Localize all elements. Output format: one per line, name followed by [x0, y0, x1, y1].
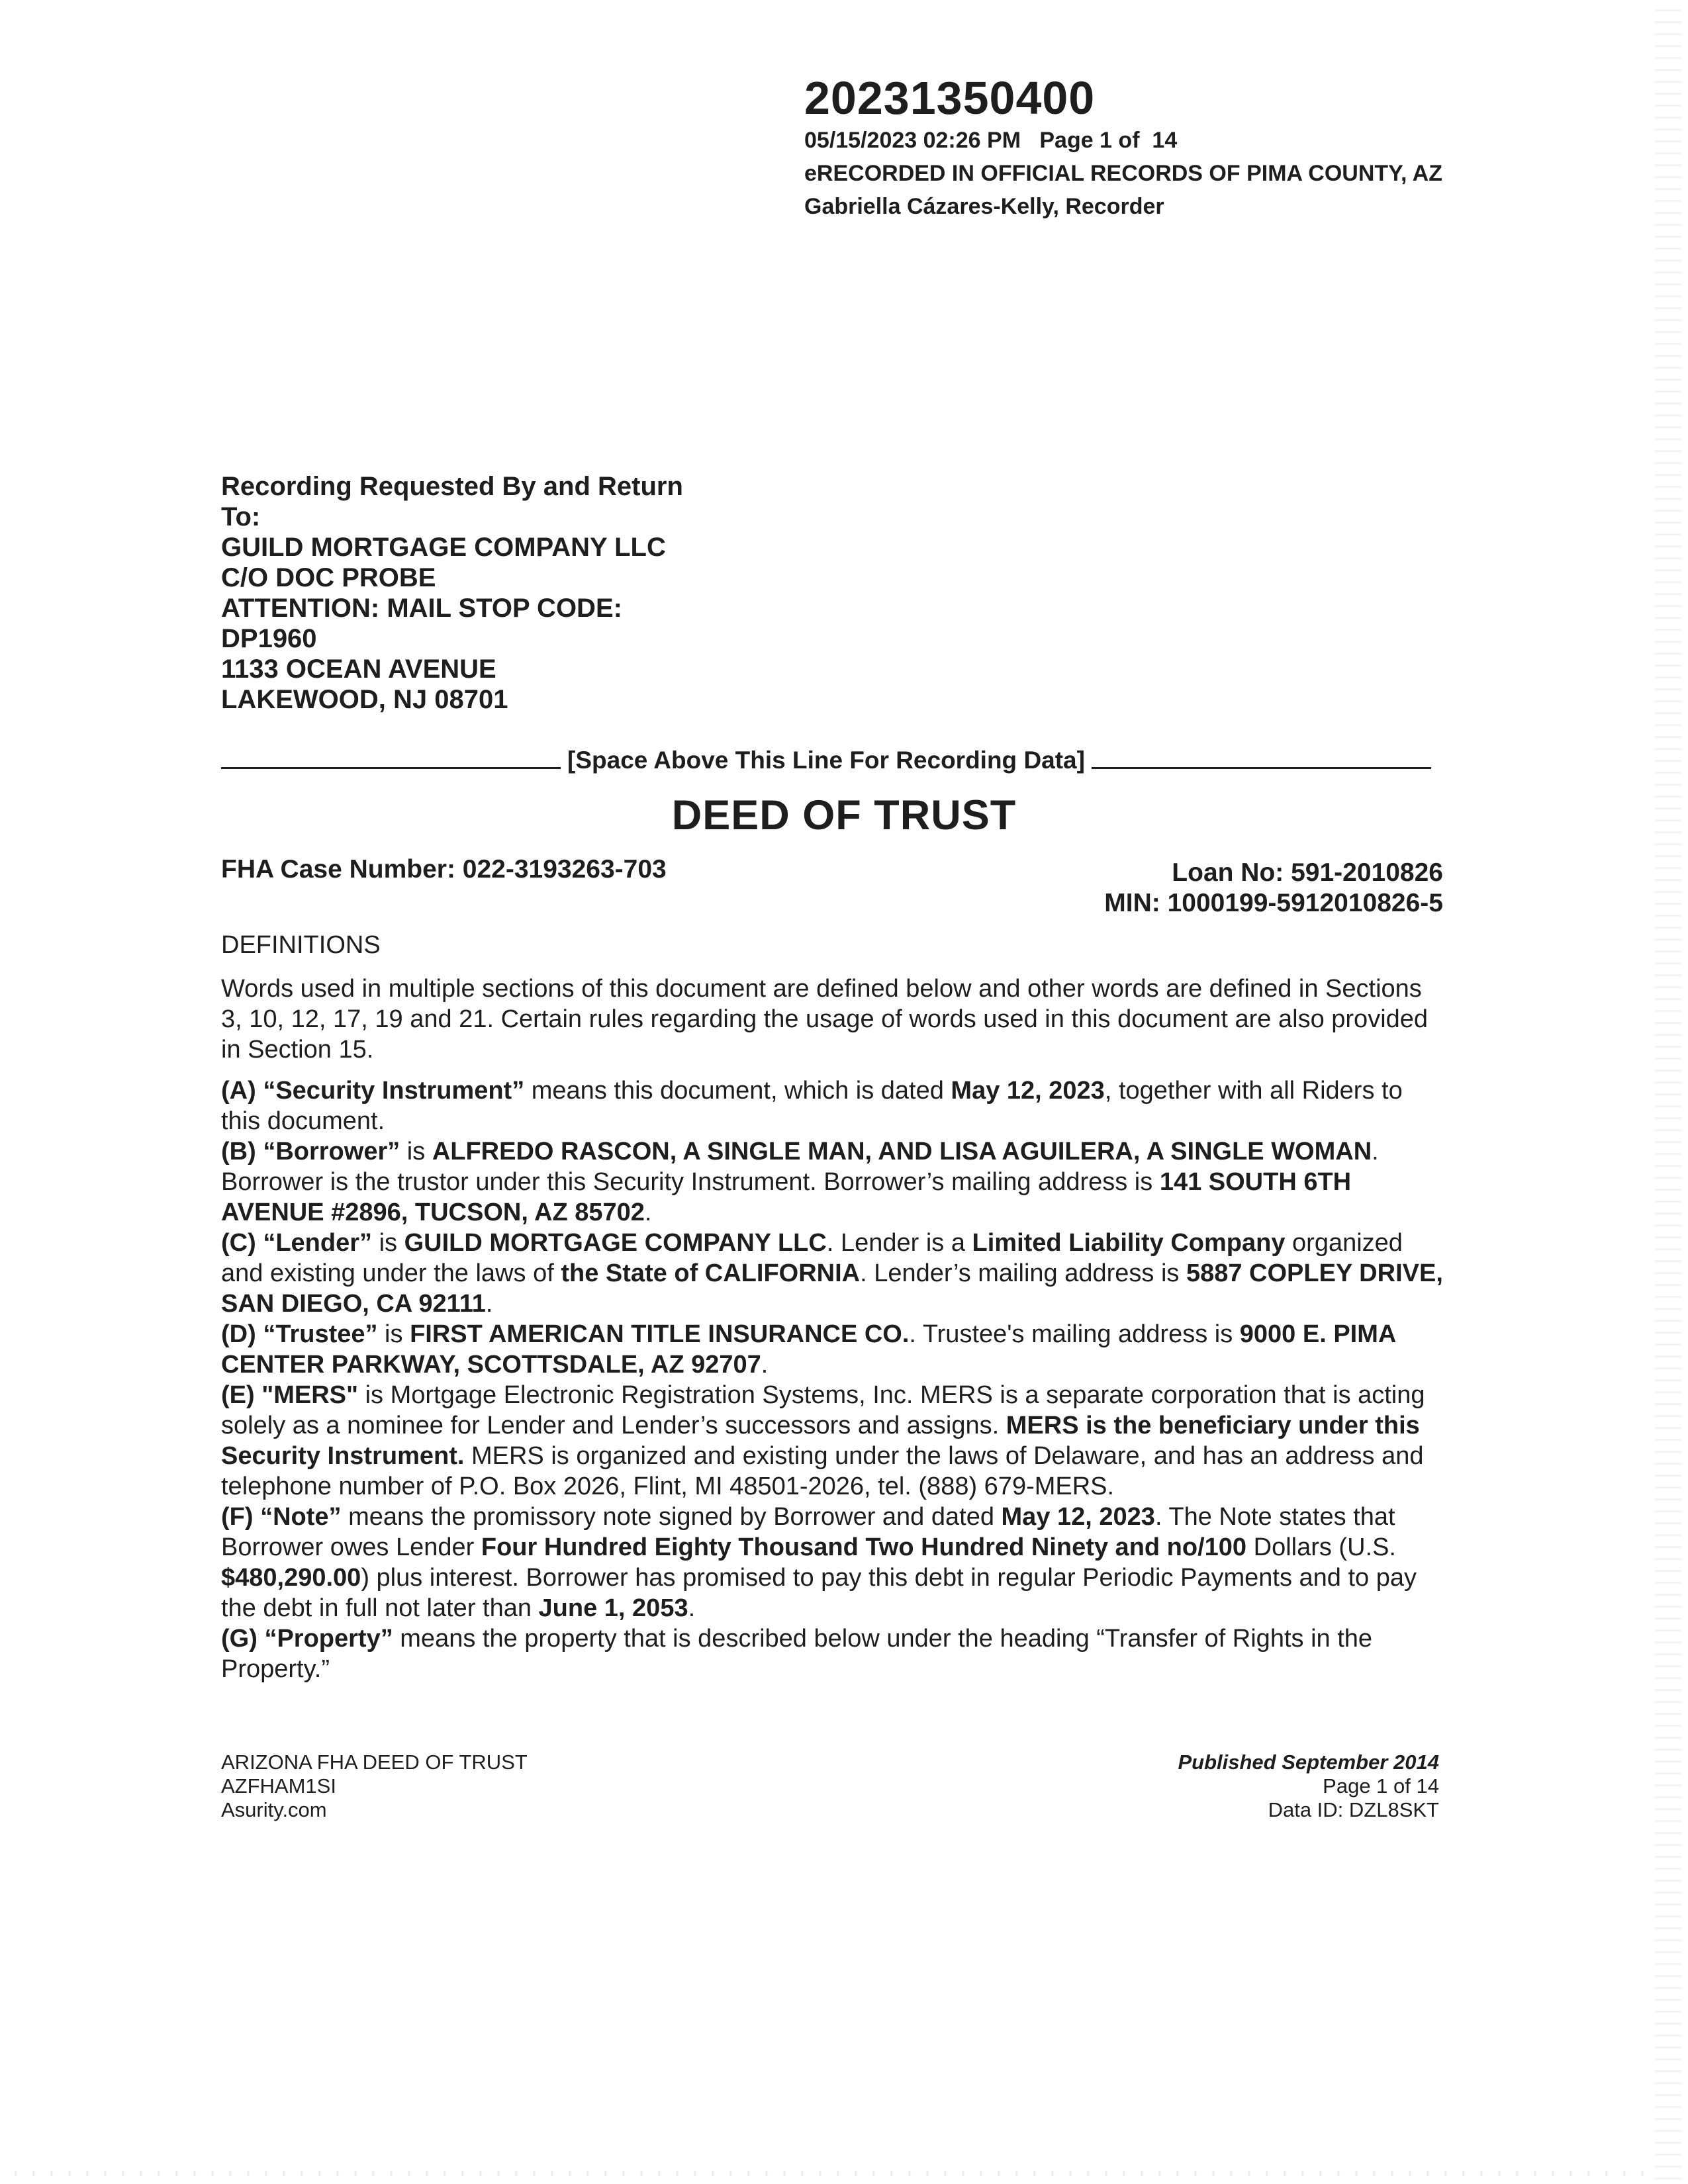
divider-rule-right — [1092, 767, 1431, 769]
lender-name: GUILD MORTGAGE COMPANY LLC — [404, 1229, 827, 1257]
borrower-names: ALFREDO RASCON, A SINGLE MAN, AND LISA AGUILERA, A SINGLE WOMAN — [432, 1138, 1372, 1165]
definition-text: . — [688, 1594, 696, 1622]
data-id: Data ID: DZL8SKT — [1268, 1798, 1439, 1821]
definition-text: . The Note states that Borrower owes Lender — [221, 1503, 1395, 1561]
definition-text: Dollars (U.S. — [1246, 1533, 1396, 1561]
trustee-name: FIRST AMERICAN TITLE INSURANCE CO. — [410, 1320, 910, 1348]
return-address-line: LAKEWOOD, NJ 08701 — [221, 685, 508, 714]
definition-a — [221, 1075, 1446, 1136]
return-address-block — [221, 471, 683, 715]
definition-text: . Borrower is the trustor under this Security Instrument. Borrower’s mailing address is — [221, 1138, 1379, 1196]
definition-text: . — [644, 1199, 652, 1226]
definition-text: ) plus interest. Borrower has promised to pay this debt in regular Periodic Payments and to pay the debt in full not later than — [221, 1564, 1417, 1622]
definition-c — [221, 1228, 1446, 1319]
lender-state: the State of CALIFORNIA — [561, 1259, 861, 1287]
maturity-date: June 1, 2053 — [538, 1594, 688, 1622]
form-publisher: Asurity.com — [221, 1798, 327, 1821]
lender-address: 5887 COPLEY DRIVE, SAN DIEGO, CA 92111 — [221, 1259, 1443, 1318]
min-number: MIN: 1000199-5912010826-5 — [1104, 889, 1443, 917]
note-date: May 12, 2023 — [1001, 1503, 1155, 1531]
loan-number: Loan No: 591-2010826 — [1172, 858, 1443, 887]
scan-bottom-noise — [0, 2171, 1655, 2176]
definition-text: . — [761, 1351, 769, 1379]
definition-text: is — [377, 1320, 410, 1348]
return-address-line: To: — [221, 502, 261, 531]
definition-term: “Security Instrument” — [263, 1077, 525, 1105]
definition-term: "MERS" — [261, 1381, 359, 1409]
lender-entity-type: Limited Liability Company — [972, 1229, 1286, 1257]
definition-term: “Trustee” — [263, 1320, 378, 1348]
loan-amount-words: Four Hundred Eighty Thousand Two Hundred Ninety and no/100 — [481, 1533, 1247, 1561]
footer-page-info — [1178, 1751, 1439, 1822]
published-date: Published September 2014 — [1178, 1751, 1439, 1774]
page-number: Page 1 of 14 — [1323, 1774, 1439, 1797]
definition-b — [221, 1136, 1446, 1228]
definition-text: organized and existing under the laws of — [221, 1229, 1403, 1287]
definitions-heading: DEFINITIONS — [221, 931, 381, 959]
return-address-line: C/O DOC PROBE — [221, 563, 436, 592]
recording-space-divider — [221, 747, 1431, 774]
definition-text: MERS is organized and existing under the laws of Delaware, and has an address and telephone number of P.O. Box 2026, Flint, MI 48501-2026, tel. (888) 679-MERS. — [221, 1442, 1424, 1500]
definition-text: . Lender’s mailing address is — [860, 1259, 1186, 1287]
return-address-line: ATTENTION: MAIL STOP CODE: — [221, 594, 622, 623]
definition-d — [221, 1319, 1446, 1380]
definition-label: (E) — [221, 1381, 255, 1409]
definitions-intro: Words used in multiple sections of this document are defined below and other words are defined in Sections 3, 10, 12, 17, 19 and 21. Certain rules regarding the usage of words used in this document are also provided in Section 15. — [221, 975, 1429, 1064]
definition-term: “Lender” — [263, 1229, 373, 1257]
definition-label: (D) — [221, 1320, 256, 1348]
definition-text: is Mortgage Electronic Registration Systems, Inc. MERS is a separate corporation that is acting solely as a nominee for Lender and Lender’s successors and assigns. — [221, 1381, 1425, 1439]
definition-text: . — [485, 1290, 493, 1318]
definition-text: means the property that is described below under the heading “Transfer of Rights in the Property.” — [221, 1625, 1373, 1683]
definition-text: . Lender is a — [826, 1229, 972, 1257]
divider-rule-left — [221, 767, 561, 769]
definition-text: , together with all Riders to this document. — [221, 1077, 1403, 1135]
form-title: ARIZONA FHA DEED OF TRUST — [221, 1751, 528, 1774]
security-instrument-date: May 12, 2023 — [951, 1077, 1105, 1105]
definition-e — [221, 1380, 1446, 1502]
definition-term: “Note” — [260, 1503, 342, 1531]
definition-term: “Borrower” — [263, 1138, 400, 1165]
scan-edge-noise — [1655, 0, 1681, 2184]
definition-text: is — [400, 1138, 432, 1165]
return-address-line: GUILD MORTGAGE COMPANY LLC — [221, 533, 666, 562]
definitions-section — [221, 930, 1446, 1684]
definition-text: is — [372, 1229, 404, 1257]
form-code: AZFHAM1SI — [221, 1774, 336, 1797]
recording-date: 05/15/2023 02:26 PM Page 1 of 14 — [804, 128, 1178, 153]
borrower-address: 141 SOUTH 6TH AVENUE #2896, TUCSON, AZ 85702 — [221, 1168, 1352, 1226]
definition-text: . Trustee's mailing address is — [909, 1320, 1240, 1348]
trustee-address: 9000 E. PIMA CENTER PARKWAY, SCOTTSDALE, AZ 92707 — [221, 1320, 1395, 1379]
mers-beneficiary-statement: MERS is the beneficiary under this Security Instrument. — [221, 1412, 1420, 1470]
definition-text: means this document, which is dated — [524, 1077, 951, 1105]
loan-amount: $480,290.00 — [221, 1564, 361, 1592]
definition-label: (A) — [221, 1077, 256, 1105]
return-address-line: DP1960 — [221, 624, 317, 653]
definition-g — [221, 1623, 1446, 1684]
recording-space-label: [Space Above This Line For Recording Data] — [567, 747, 1085, 774]
recorder-name: Gabriella Cázares-Kelly, Recorder — [804, 194, 1164, 219]
return-address-line: 1133 OCEAN AVENUE — [221, 655, 496, 684]
fha-case-number: FHA Case Number: 022-3193263-703 — [221, 855, 667, 884]
return-address-line: Recording Requested By and Return — [221, 472, 683, 501]
definition-text: means the promissory note signed by Borrower and dated — [341, 1503, 1002, 1531]
definition-label: (B) — [221, 1138, 256, 1165]
recorded-statement: eRECORDED IN OFFICIAL RECORDS OF PIMA COUNTY, AZ — [804, 161, 1443, 186]
recording-stamp — [804, 73, 1442, 223]
footer-form-info — [221, 1751, 528, 1822]
document-title: DEED OF TRUST — [671, 792, 1017, 839]
definition-term: “Property” — [264, 1625, 393, 1653]
definition-f — [221, 1502, 1446, 1623]
document-number: 20231350400 — [804, 72, 1096, 124]
loan-identifiers — [1104, 858, 1443, 919]
definition-label: (F) — [221, 1503, 254, 1531]
definition-label: (C) — [221, 1229, 256, 1257]
definition-label: (G) — [221, 1625, 258, 1653]
